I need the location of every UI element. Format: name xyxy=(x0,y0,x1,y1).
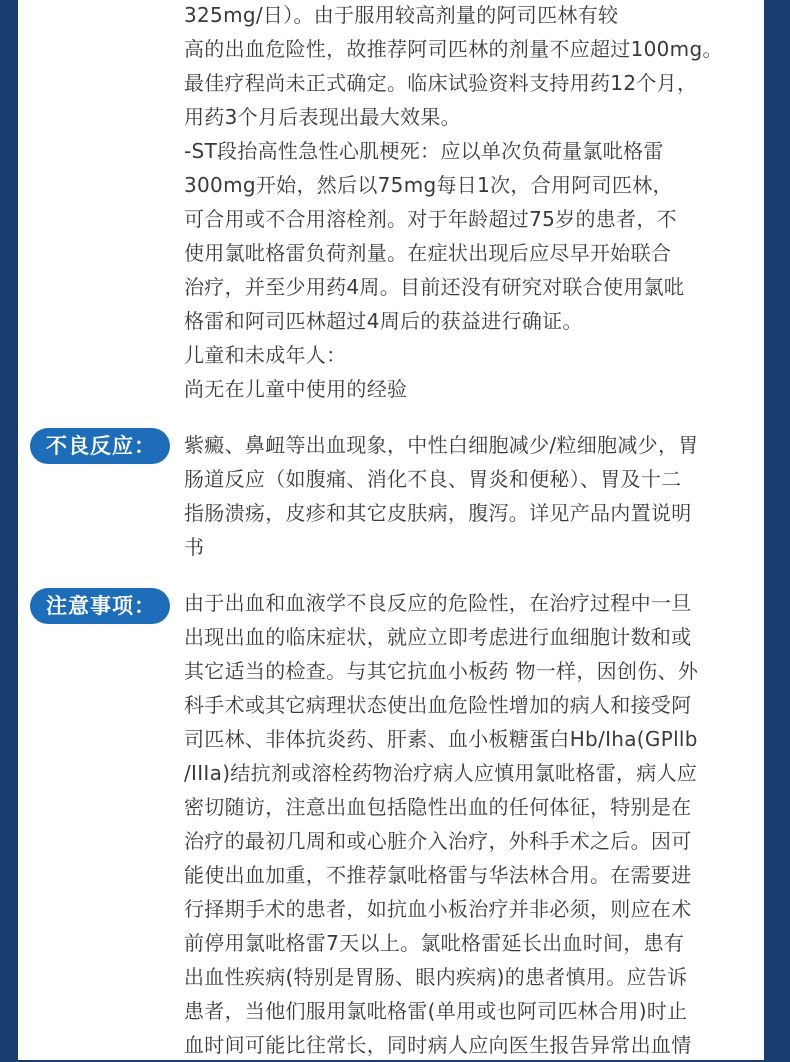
usage-line: 尚无在儿童中使用的经验 xyxy=(184,377,408,401)
adverse-reactions-line: 紫癜、鼻衄等出血现象，中性白细胞减少/粒细胞减少，胃 xyxy=(184,433,699,457)
usage-line: 格雷和阿司匹林超过4周后的获益进行确证。 xyxy=(184,309,583,333)
precautions-line: 司匹林、非体抗炎药、肝素、血小板糖蛋白Hb/Iha(GPllb xyxy=(184,727,698,751)
precautions-text xyxy=(184,586,759,1062)
adverse-reactions-line: 指肠溃疡，皮疹和其它皮肤病，腹泻。详见产品内置说明 xyxy=(184,501,692,525)
precautions-line: 患者，当他们服用氯吡格雷(单用或也阿司匹林合用)时止 xyxy=(184,999,688,1023)
usage-line: 治疗，并至少用药4周。目前还没有研究对联合使用氯吡 xyxy=(184,275,685,299)
precautions-line: 其它适当的检查。与其它抗血小板药 物一样，因创伤、外 xyxy=(184,659,699,683)
adverse-reactions-badge: 不良反应： xyxy=(30,428,170,464)
usage-line: 使用氯吡格雷负荷剂量。在症状出现后应尽早开始联合 xyxy=(184,241,672,265)
precautions-line: 出血性疾病(特别是胃肠、眼内疾病)的患者慎用。应告诉 xyxy=(184,965,688,989)
usage-line: 325mg/日）。由于服用较高剂量的阿司匹林有较 xyxy=(184,3,619,27)
precautions-line: 行择期手术的患者，如抗血小板治疗并非必须，则应在术 xyxy=(184,897,692,921)
precautions-line: 前停用氯吡格雷7天以上。氯吡格雷延长出血时间，患有 xyxy=(184,931,685,955)
precautions-line: 血时间可能比往常长，同时病人应向医生报告异常出血情 xyxy=(184,1033,692,1057)
usage-line: 300mg开始，然后以75mg每日1次，合用阿司匹林， xyxy=(184,173,673,197)
precautions-line: 治疗的最初几周和或心脏介入治疗，外科手术之后。因可 xyxy=(184,829,692,853)
adverse-reactions-line: 书 xyxy=(184,535,205,559)
usage-line: 可合用或不合用溶栓剂。对于年龄超过75岁的患者，不 xyxy=(184,207,677,231)
adverse-reactions-line: 肠道反应（如腹痛、消化不良、胃炎和便秘）、胃及十二 xyxy=(184,467,682,491)
precautions-line: 密切随访，注意出血包括隐性出血的任何体征，特别是在 xyxy=(184,795,692,819)
usage-line: 高的出血危险性，故推荐阿司匹林的剂量不应超过100mg。 xyxy=(184,37,723,61)
usage-line: 用药3个月后表现出最大效果。 xyxy=(184,105,461,129)
precautions-line: 由于出血和血液学不良反应的危险性，在治疗过程中一旦 xyxy=(184,591,692,615)
usage-line: -ST段抬高性急性心肌梗死：应以单次负荷量氯吡格雷 xyxy=(184,139,664,163)
adverse-reactions-text xyxy=(184,428,759,564)
usage-line: 儿童和未成年人： xyxy=(184,343,347,367)
usage-text-block xyxy=(184,0,759,406)
precautions-line: 出现出血的临床症状，就应立即考虑进行血细胞计数和或 xyxy=(184,625,692,649)
precautions-line: /IIIa)结抗剂或溶栓药物治疗病人应慎用氯吡格雷，病人应 xyxy=(184,761,698,785)
precautions-line: 能使出血加重，不推荐氯吡格雷与华法林合用。在需要进 xyxy=(184,863,692,887)
precautions-badge: 注意事项： xyxy=(30,588,170,624)
usage-line: 最佳疗程尚未正式确定。临床试验资料支持用药12个月， xyxy=(184,71,698,95)
precautions-line: 科手术或其它病理状态使出血危险性增加的病人和接受阿 xyxy=(184,693,692,717)
